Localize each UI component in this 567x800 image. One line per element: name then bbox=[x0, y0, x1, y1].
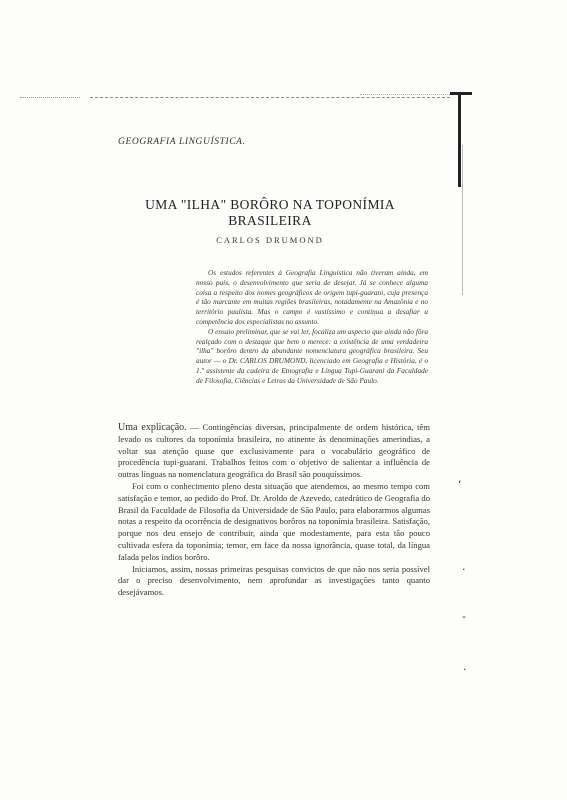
top-dotted-rule-left bbox=[20, 97, 80, 98]
body-paragraph: Foi com o conhecimento pleno desta situação que atendemos, ao mesmo tempo com satisfação e temor, ao pedido do Prof. Dr. Aroldo de Azevedo, catedrático de Geografia do Brasil da Faculdade de Filosofia da Universidade de São Paulo, para elaborarmos algumas notas a respeito da ocorrência de designativos borôros na toponímia brasileira. Satisfação, porque nos deu ensejo de contribuir, ainda que modestamente, para esta tão pouco cultivada esfera da toponímia; temor, em face da nossa ignorância, quase total, da língua falada pelos índios borôro. bbox=[118, 480, 430, 562]
margin-rule bbox=[462, 145, 463, 295]
binding-edge-cap bbox=[450, 92, 472, 95]
article-title-line2: BRASILEIRA bbox=[228, 213, 312, 228]
margin-mark: . bbox=[462, 560, 466, 573]
section-heading: GEOGRAFIA LINGUÍSTICA. bbox=[118, 137, 246, 147]
body-paragraph: Iniciamos, assim, nossas primeiras pesquisas convictos de que não nos seria possível dar o preciso desenvolvimento, nem aprofundar as investigações tanto quanto desejávamos. bbox=[118, 563, 430, 598]
paragraph-text: — Contingências diversas, principalmente de ordem histórica, têm levado os cultores da toponímia brasileira, no atinente às denominações amerindias, a voltar sua atenção quase que exclusivamente para o vocabulário geográfico de procedência tupi-guarani. Trabalhos feitos com o objetivo de salientar a influência de outras línguas na nomenclatura geográfica do Brasil são pouquíssimos. bbox=[118, 422, 430, 480]
abstract-paragraph: O ensaio preliminar, que se vai ler, focaliza um aspecto que ainda não fôra realçado com o destaque que bem o merece: a existência de uma verdadeira "ilha" borôro dentro da abundante nomenclatura geográfica brasileira. Seu autor — o Dr. CARLOS DRUMOND, licenciado em Geografia e História, é o 1.º assistente da cadeira de Etnografia e Língua Tupi-Guarani da Faculdade de Filosofia, Ciências e Letras da Universidade de São Paulo. bbox=[196, 326, 428, 385]
abstract-paragraph: Os estudos referentes à Geografia Linguística não tiveram ainda, em nosso país, o desenvolvimento que seria de desejar. Já se conhece alguma coisa a respeito dos nomes geográficos de origem tupi-guarani, cuja presença é tão marcante em muitas regiões brasileiras, notadamente na Amazônia e no território paulista. Mas o campo é vastíssimo e continua a desafiar a competência dos especialistas no assunto. bbox=[196, 268, 428, 326]
binding-edge bbox=[458, 92, 461, 187]
body-paragraph bbox=[118, 422, 430, 481]
margin-mark: ʻ bbox=[458, 478, 462, 491]
top-dotted-rule-right bbox=[360, 94, 450, 95]
article-title-line1: UMA "ILHA" BORÔRO NA TOPONÍMIA bbox=[145, 197, 395, 212]
top-dashed-rule bbox=[90, 97, 450, 98]
margin-mark: - bbox=[462, 610, 466, 623]
paragraph-lead: Uma explicação. bbox=[118, 422, 187, 433]
body-text bbox=[118, 422, 430, 599]
article-author: CARLOS DRUMOND bbox=[216, 235, 324, 245]
margin-mark: . bbox=[463, 660, 467, 673]
abstract bbox=[196, 268, 428, 386]
